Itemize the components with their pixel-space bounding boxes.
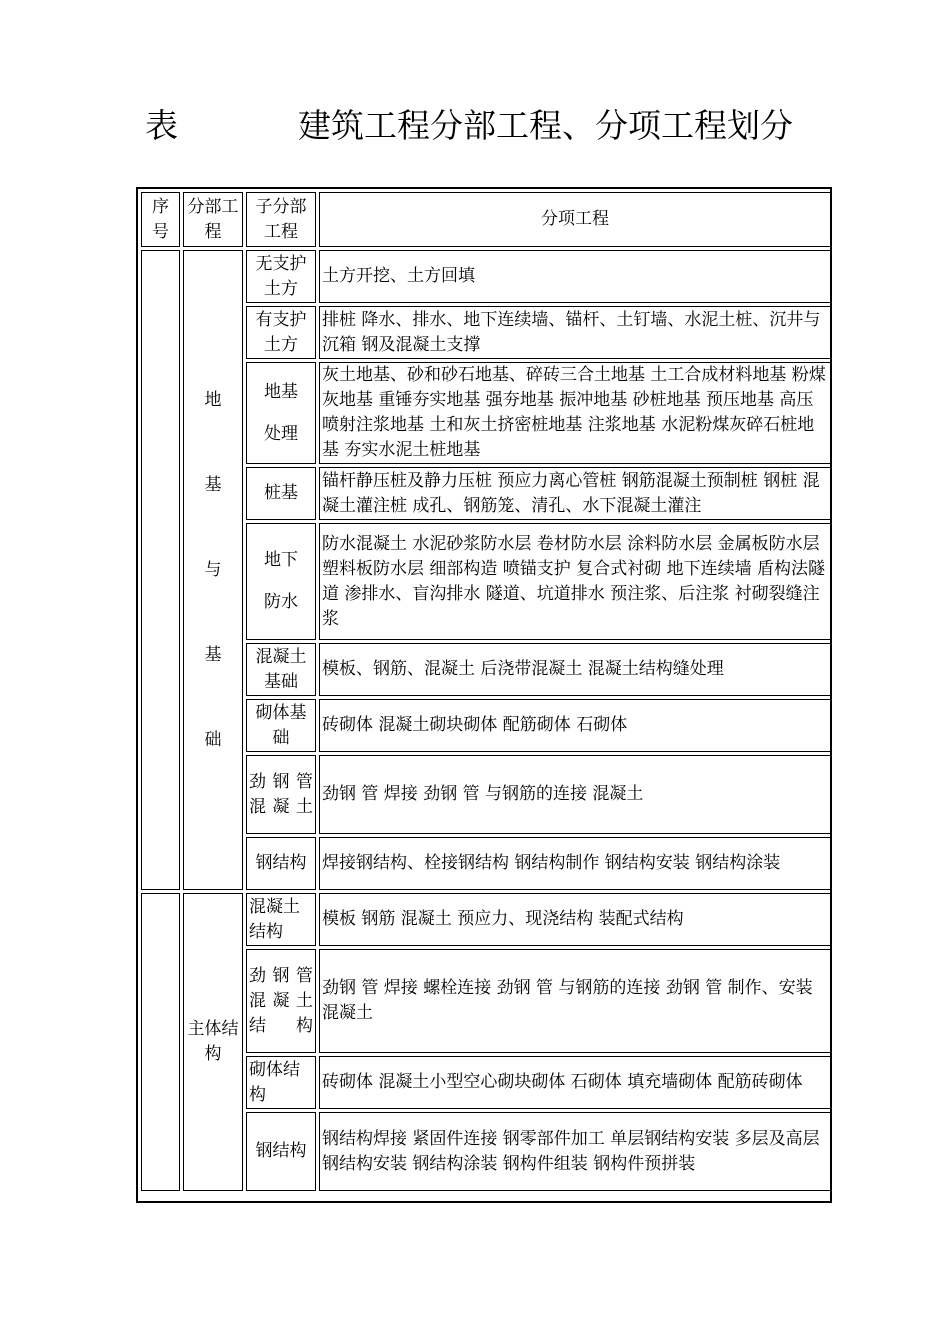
items-cell: 灰土地基、砂和砂石地基、碎砖三合土地基 土工合成材料地基 粉煤灰地基 重锤夯实地基 强夯地基 振冲地基 砂桩地基 预压地基 高压喷射注浆地基 土和灰土挤密桩地基 注浆地基 水泥粉煤灰碎石桩地基 夯实水泥土桩地基 <box>319 362 831 464</box>
subdivision-cell: 无支护土方 <box>246 250 316 303</box>
seq-cell <box>141 893 180 1191</box>
table-row <box>141 1112 831 1191</box>
items-cell: 劲钢 管 焊接 螺栓连接 劲钢 管 与钢筋的连接 劲钢 管 制作、安装 混凝土 <box>319 949 831 1053</box>
header-division: 分部工程 <box>183 192 243 247</box>
items-cell: 钢结构焊接 紧固件连接 钢零部件加工 单层钢结构安装 多层及高层钢结构安装 钢结构涂装 钢构件组装 钢构件预拼装 <box>319 1112 831 1191</box>
table-row <box>141 250 831 303</box>
table-row <box>141 467 831 520</box>
items-cell: 模板、钢筋、混凝土 后浇带混凝土 混凝土结构缝处理 <box>319 643 831 696</box>
table-row <box>141 949 831 1053</box>
table-row <box>141 306 831 359</box>
division-table <box>138 189 834 1194</box>
subdivision-cell: 劲钢管混凝土 <box>246 755 316 834</box>
items-cell: 模板 钢筋 混凝土 预应力、现浇结构 装配式结构 <box>319 893 831 946</box>
title-main: 建筑工程分部工程、分项工程划分 <box>298 106 793 145</box>
subdivision-cell: 桩基 <box>246 467 316 520</box>
header-seq: 序号 <box>141 192 180 247</box>
table-row <box>141 1056 831 1109</box>
subdivision-cell: 钢结构 <box>246 1112 316 1191</box>
items-cell: 砖砌体 混凝土小型空心砌块砌体 石砌体 填充墙砌体 配筋砖砌体 <box>319 1056 831 1109</box>
subdivision-cell: 有支护土方 <box>246 306 316 359</box>
subdivision-cell: 钢结构 <box>246 837 316 890</box>
header-items: 分项工程 <box>319 192 831 247</box>
table-row <box>141 837 831 890</box>
title-prefix: 表 <box>145 106 178 145</box>
subdivision-cell: 混凝土基础 <box>246 643 316 696</box>
document-title <box>0 104 950 148</box>
division-cell-foundation: 地 基 与 基 础 <box>183 250 243 890</box>
items-cell: 锚杆静压桩及静力压桩 预应力离心管桩 钢筋混凝土预制桩 钢桩 混凝土灌注桩 成孔、钢筋笼、清孔、水下混凝土灌注 <box>319 467 831 520</box>
items-cell: 劲钢 管 焊接 劲钢 管 与钢筋的连接 混凝土 <box>319 755 831 834</box>
items-cell: 焊接钢结构、栓接钢结构 钢结构制作 钢结构安装 钢结构涂装 <box>319 837 831 890</box>
division-cell-main-structure: 主体结构 <box>183 893 243 1191</box>
items-cell: 防水混凝土 水泥砂浆防水层 卷材防水层 涂料防水层 金属板防水层 塑料板防水层 细部构造 喷锚支护 复合式衬砌 地下连续墙 盾构法隧道 渗排水、盲沟排水 隧道、坑道排水 预注浆、后注浆 衬砌裂缝注浆 <box>319 523 831 640</box>
subdivision-cell: 混凝土结构 <box>246 893 316 946</box>
subdivision-cell: 地下 防水 <box>246 523 316 640</box>
table-row <box>141 699 831 752</box>
items-cell: 排桩 降水、排水、地下连续墙、锚杆、土钉墙、水泥土桩、沉井与沉箱 钢及混凝土支撑 <box>319 306 831 359</box>
table-row <box>141 362 831 464</box>
subdivision-cell: 劲钢管混凝土结构 <box>246 949 316 1053</box>
table-row <box>141 893 831 946</box>
seq-cell <box>141 250 180 890</box>
subdivision-cell: 砌体基础 <box>246 699 316 752</box>
items-cell: 砖砌体 混凝土砌块砌体 配筋砌体 石砌体 <box>319 699 831 752</box>
table-row <box>141 523 831 640</box>
table-header-row <box>141 192 831 247</box>
table-row <box>141 643 831 696</box>
subdivision-cell: 地基 处理 <box>246 362 316 464</box>
items-cell: 土方开挖、土方回填 <box>319 250 831 303</box>
table-row <box>141 755 831 834</box>
header-subdivision: 子分部工程 <box>246 192 316 247</box>
subdivision-cell: 砌体结构 <box>246 1056 316 1109</box>
